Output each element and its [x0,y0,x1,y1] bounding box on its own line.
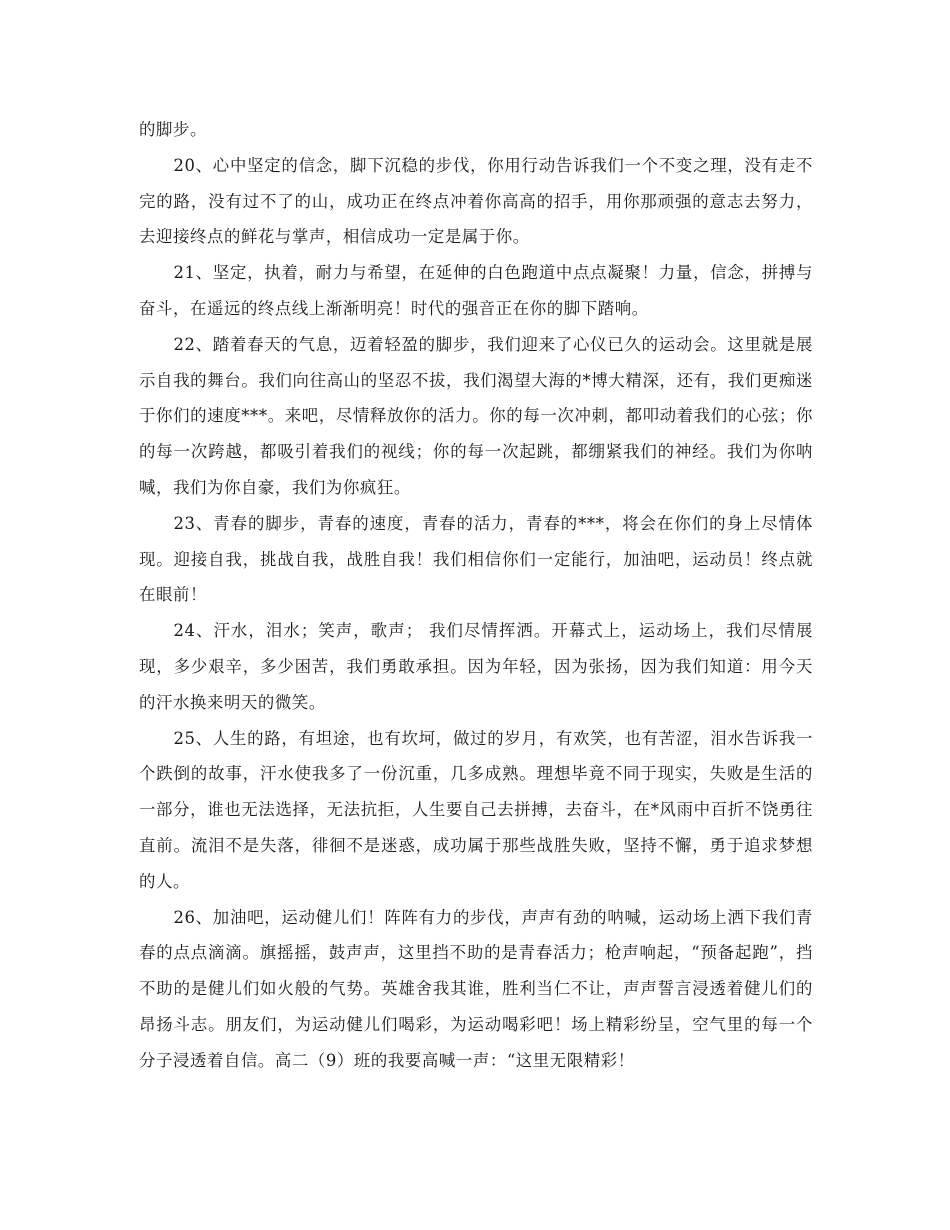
paragraph-continued: 的脚步。 [139,120,207,139]
paragraph-21: 21、坚定，执着，耐力与希望，在延伸的白色跑道中点点凝聚！力量，信念，拼搏与奋斗，在遥远的终点线上渐渐明亮！时代的强音正在你的脚下踏响。 [139,263,813,318]
paragraph-22: 22、踏着春天的气息，迈着轻盈的脚步，我们迎来了心仪已久的运动会。这里就是展示自我的舞台。我们向往高山的坚忍不拔，我们渴望大海的*博大精深，还有，我们更痴迷于你们的速度***。来吧，尽情释放你的活力。你的每一次冲刺，都叩动着我们的心弦；你的每一次跨越，都吸引着我们的视线；你的每一次起跳，都绷紧我们的神经。我们为你呐喊，我们为你自豪，我们为你疯狂。 [139,334,813,497]
paragraph-20: 20、心中坚定的信念，脚下沉稳的步伐，你用行动告诉我们一个不变之理，没有走不完的路，没有过不了的山，成功正在终点冲着你高高的招手，用你那顽强的意志去努力，去迎接终点的鲜花与掌声，相信成功一定是属于你。 [139,155,813,247]
paragraph-23: 23、青春的脚步，青春的速度，青春的活力，青春的***，将会在你们的身上尽情体现。迎接自我，挑战自我，战胜自我！我们相信你们一定能行，加油吧，运动员！终点就在眼前！ [139,513,813,605]
paragraph-24: 24、汗水，泪水；笑声，歌声； 我们尽情挥洒。开幕式上，运动场上，我们尽情展现，多少艰辛，多少困苦，我们勇敢承担。因为年轻，因为张扬，因为我们知道：用今天的汗水换来明天的微笑。 [139,621,813,712]
paragraph-25: 25、人生的路，有坦途，也有坎坷，做过的岁月，有欢笑，也有苦涩，泪水告诉我一个跌倒的故事，汗水使我多了一份沉重，几多成熟。理想毕竟不同于现实，失败是生活的一部分，谁也无法选择，无法抗拒，人生要自己去拼搏，去奋斗，在*风雨中百折不饶勇往直前。流泪不是失落，徘徊不是迷惑，成功属于那些战胜失败，坚持不懈，勇于追求梦想的人。 [139,728,813,891]
document-page [139,112,813,1079]
paragraph-26: 26、加油吧，运动健儿们！阵阵有力的步伐，声声有劲的呐喊，运动场上洒下我们青春的点点滴滴。旗摇摇，鼓声声，这里挡不助的是青春活力；枪声响起，“预备起跑”，挡不助的是健儿们如火般的气势。英雄舍我其谁，胜利当仁不让，声声誓言浸透着健儿们的昂扬斗志。朋友们，为运动健儿们喝彩，为运动喝彩吧！场上精彩纷呈，空气里的每一个分子浸透着自信。高二（9）班的我要高喊一声：“这里无限精彩！ [139,907,813,1070]
